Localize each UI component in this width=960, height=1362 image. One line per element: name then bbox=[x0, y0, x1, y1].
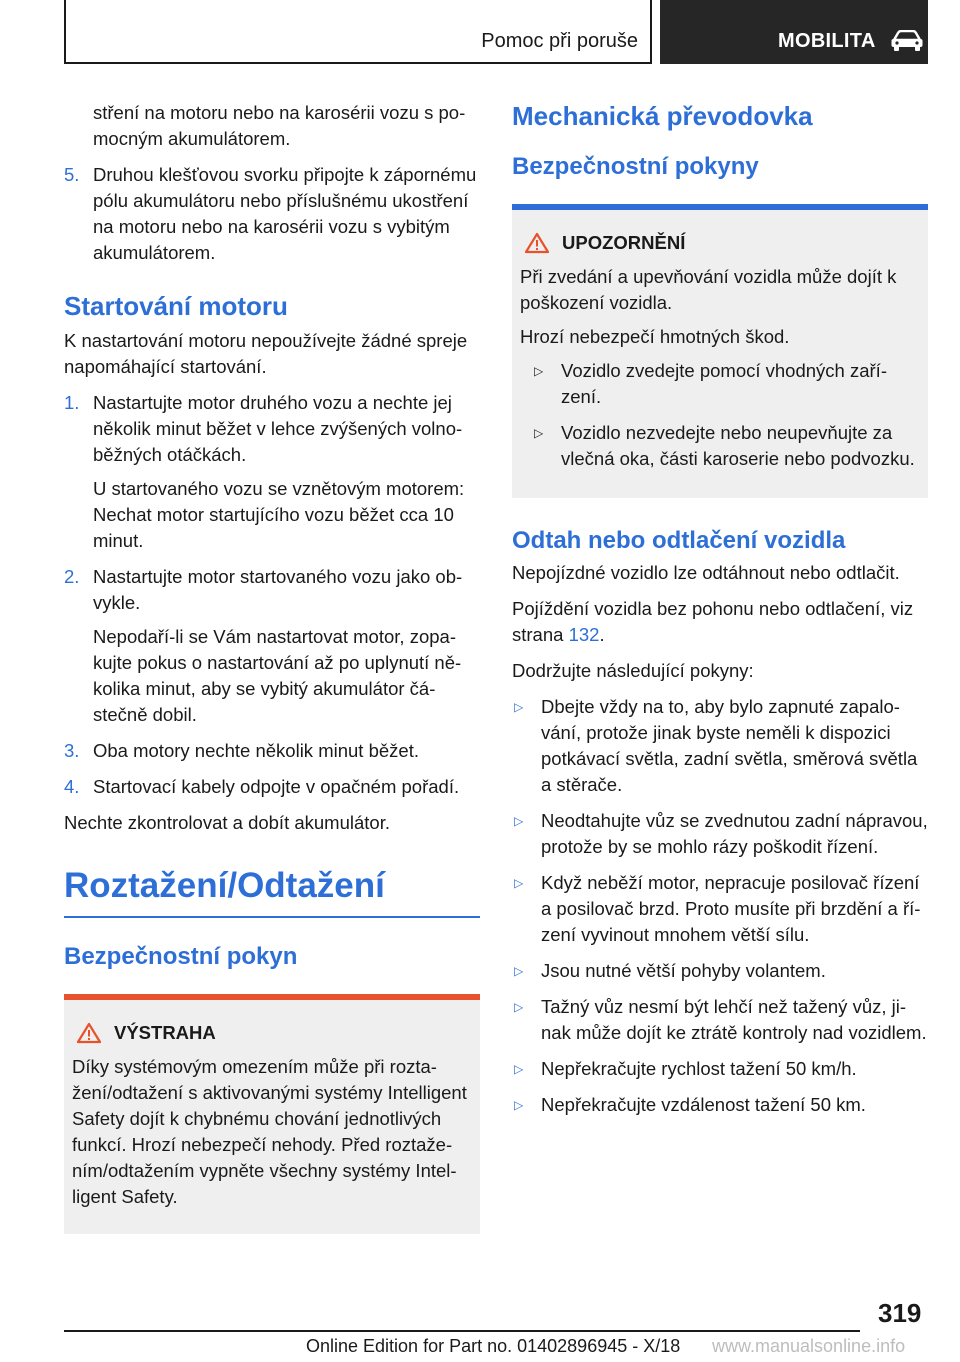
bullet-icon: ▷ bbox=[514, 814, 524, 828]
item-text: Nastartujte motor startovaného vozu jako obvykle. bbox=[93, 566, 463, 613]
continued-text: stření na motoru nebo na karosérii vozu s pomocným akumulátorem. bbox=[93, 102, 466, 149]
warning-box bbox=[64, 994, 480, 1234]
warning-text: Díky systémovým omezením může při roztažení/odtažení s aktivovanými systémy Intelligent Safety dojít k chybnému chování jednotlivých funkcí. Hrozí nebezpečí nehody. Před roztažením/odtažením vypněte všechny systémy Intelligent Safety. bbox=[72, 1056, 467, 1207]
list-item bbox=[512, 994, 928, 1046]
chapter-title: MOBILITA bbox=[778, 30, 876, 52]
item-text: Nastartujte motor druhého vozu a nechte jej několik minut běžet v lehce zvýšených volnoběžných otáčkách. bbox=[93, 392, 463, 465]
tow-text-ref: Pojíždění vozidla bez pohonu nebo odtlačení, viz strana 132. bbox=[512, 598, 914, 645]
safety-heading: Bezpečnostní pokyn bbox=[64, 943, 298, 970]
list-item bbox=[512, 1092, 928, 1118]
bullet-text: Když neběží motor, nepracuje posilovač řízení a posilovač brzd. Proto musíte při brzdění a řízení vyvinout mnohem větší sílu. bbox=[541, 872, 921, 945]
warning-title: VÝSTRAHA bbox=[114, 1022, 216, 1043]
section-title: Pomoc při poruše bbox=[481, 30, 638, 52]
page-number: 319 bbox=[878, 1298, 922, 1328]
bullet-icon: ▷ bbox=[514, 1062, 524, 1076]
item-number: 4. bbox=[64, 776, 80, 797]
bullet-text: Vozidlo zvedejte pomocí vhodných zařízení. bbox=[561, 360, 887, 407]
list-item bbox=[64, 738, 480, 764]
list-item bbox=[64, 774, 480, 800]
edition-text: Online Edition for Part no. 01402896945 - X/18 bbox=[306, 1336, 681, 1356]
caution-text: Hrozí nebezpečí hmotných škod. bbox=[520, 326, 790, 347]
main-heading: Roztažení/Odtažení bbox=[64, 864, 480, 918]
tow-text: Nepojízdné vozidlo lze odtáhnout nebo odtlačit. bbox=[512, 562, 900, 583]
tow-text: Dodržujte následující pokyny: bbox=[512, 660, 754, 681]
safety-instructions-heading: Bezpečnostní pokyny bbox=[512, 153, 759, 180]
list-item bbox=[64, 564, 480, 728]
bullet-icon: ▷ bbox=[534, 364, 544, 378]
bullet-text: Tažný vůz nesmí být lehčí než tažený vůz, jinak může dojít ke ztrátě kontroly nad vozidlem. bbox=[541, 996, 927, 1043]
bullet-text: Nepřekračujte vzdálenost tažení 50 km. bbox=[541, 1094, 866, 1115]
item-number: 2. bbox=[64, 566, 80, 587]
bullet-text: Nepřekračujte rychlost tažení 50 km/h. bbox=[541, 1058, 857, 1079]
list-item bbox=[520, 358, 920, 410]
item-number: 1. bbox=[64, 392, 80, 413]
item-subtext: Nepodaří-li se Vám nastartovat motor, zopakujte pokus o nastartování až po uplynutí několika minut, aby se vybitý akumulátor částečně dobil. bbox=[93, 626, 462, 725]
caution-box bbox=[512, 204, 928, 498]
item-number: 3. bbox=[64, 740, 80, 761]
item-text: Druhou klešťovou svorku připojte k zápornému pólu akumulátoru nebo příslušnému ukostření na motoru nebo na karosérii vozu s vybitým akumulátorem. bbox=[93, 164, 477, 263]
watermark: www.manualsonline.info bbox=[712, 1336, 906, 1356]
start-intro: K nastartování motoru nepoužívejte žádné spreje napomáhající startování. bbox=[64, 330, 468, 377]
bullet-icon: ▷ bbox=[514, 1098, 524, 1112]
mechanicka-heading: Mechanická převodovka bbox=[512, 101, 813, 131]
caution-text: Při zvedání a upevňování vozidla může dojít k poškození vozidla. bbox=[520, 266, 897, 313]
list-item bbox=[512, 808, 928, 860]
bullet-icon: ▷ bbox=[514, 876, 524, 890]
chapter-tab bbox=[660, 0, 928, 64]
item-number: 5. bbox=[64, 164, 80, 185]
bullet-icon: ▷ bbox=[514, 700, 524, 714]
right-column bbox=[512, 100, 928, 1128]
caution-title: UPOZORNĚNÍ bbox=[562, 232, 686, 253]
bullet-text: Jsou nutné větší pohyby volantem. bbox=[541, 960, 826, 981]
bullet-text: Neodtahujte vůz se zvednutou zadní nápravou, protože by se mohlo rázy poškodit řízení. bbox=[541, 810, 928, 857]
footer-divider bbox=[64, 1330, 860, 1332]
page-header bbox=[0, 0, 960, 66]
bullet-icon: ▷ bbox=[514, 1000, 524, 1014]
list-item bbox=[64, 162, 480, 266]
section-tab bbox=[64, 0, 652, 64]
list-item bbox=[512, 958, 928, 984]
bullet-text: Dbejte vždy na to, aby bylo zapnuté zapalování, protože jinak byste neměli k dispozici potkávací světla, zadní světla, směrová světla a stěrače. bbox=[541, 696, 918, 795]
page-reference-link[interactable]: 132 bbox=[568, 624, 600, 645]
list-item bbox=[512, 694, 928, 798]
item-text: Startovací kabely odpojte v opačném pořadí. bbox=[93, 776, 460, 797]
caution-icon bbox=[524, 232, 550, 254]
startovani-heading: Startování motoru bbox=[64, 291, 288, 321]
tow-heading: Odtah nebo odtlačení vozidla bbox=[512, 527, 846, 554]
closing-text: Nechte zkontrolovat a dobít akumulátor. bbox=[64, 812, 390, 833]
bullet-text: Vozidlo nezvedejte nebo neupevňujte za vlečná oka, části karoserie nebo podvozku. bbox=[561, 422, 915, 469]
list-item bbox=[512, 1056, 928, 1082]
bullet-icon: ▷ bbox=[514, 964, 524, 978]
left-column bbox=[64, 100, 480, 1248]
list-item bbox=[512, 870, 928, 948]
bullet-icon: ▷ bbox=[534, 426, 544, 440]
list-item bbox=[520, 420, 920, 472]
car-icon bbox=[890, 30, 924, 52]
list-item bbox=[64, 390, 480, 554]
item-text: Oba motory nechte několik minut běžet. bbox=[93, 740, 419, 761]
warning-icon bbox=[76, 1022, 102, 1044]
item-subtext: U startovaného vozu se vznětovým motorem: Nechat motor startujícího vozu běžet cca 10 minut. bbox=[93, 478, 465, 551]
